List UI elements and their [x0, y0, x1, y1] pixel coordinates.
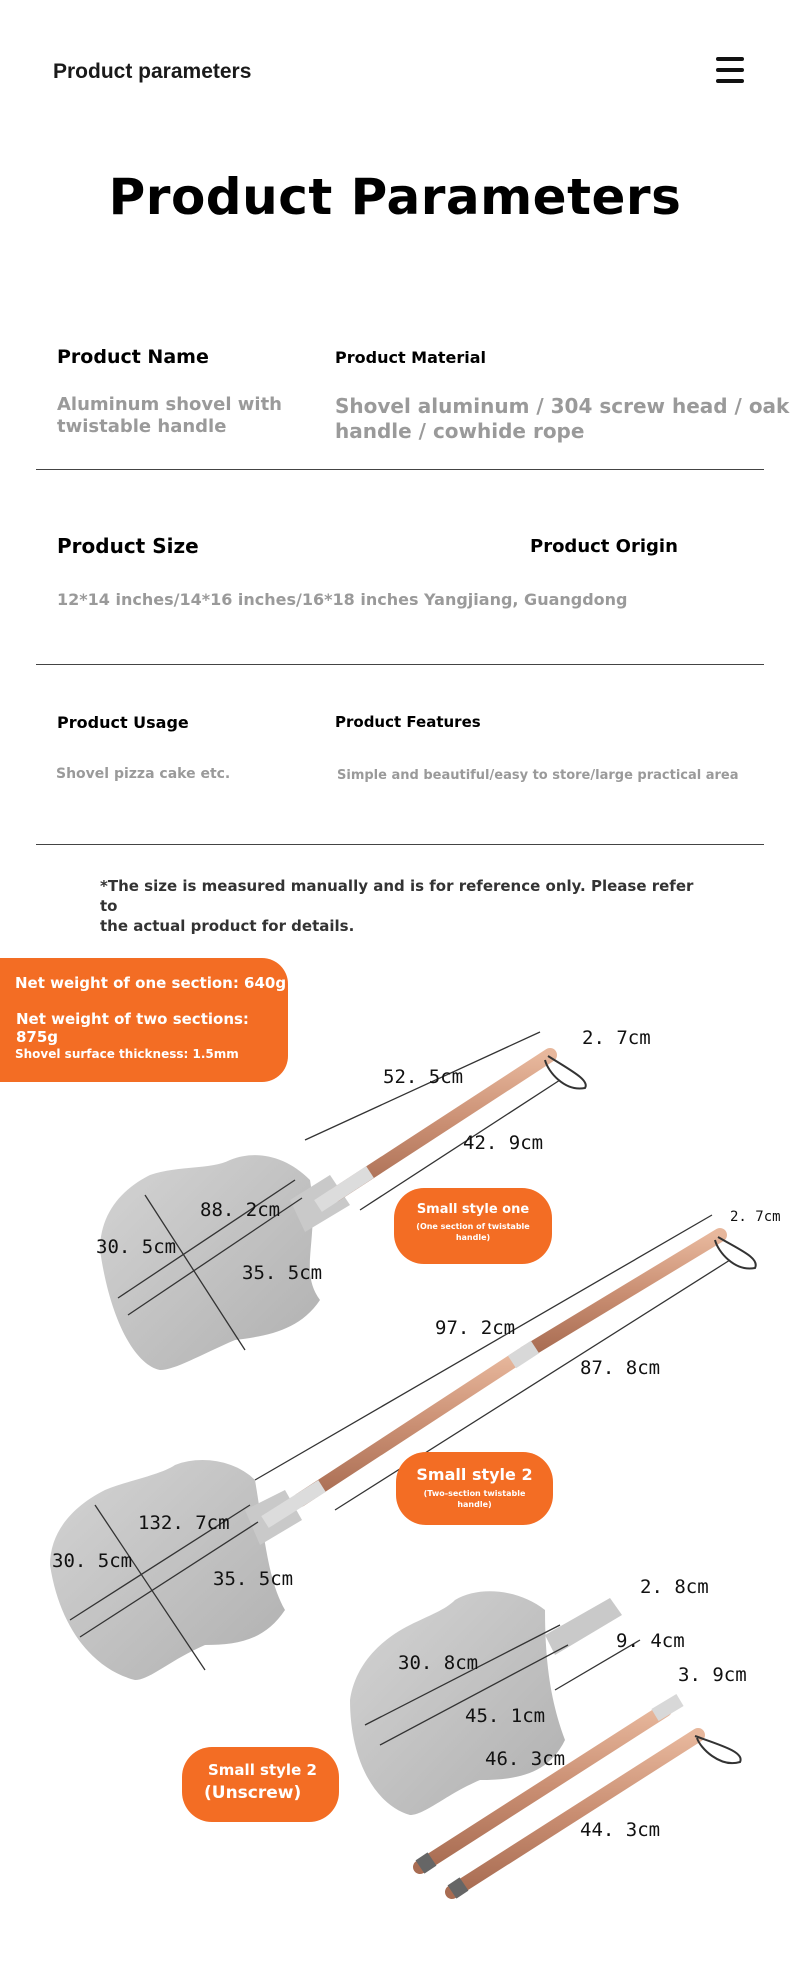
net-weight-one-section: Net weight of one section: 640g: [15, 974, 287, 992]
dimension-label: 3. 9cm: [678, 1664, 747, 1686]
dimension-label: 9. 4cm: [616, 1630, 685, 1652]
style-one-badge: Small style one (One section of twistable handle): [394, 1188, 552, 1264]
dimension-label: 30. 5cm: [52, 1550, 133, 1572]
product-features-value: Simple and beautiful/easy to store/large practical area: [337, 768, 739, 783]
product-material-value: Shovel aluminum / 304 screw head / oak handle / cowhide rope: [335, 394, 790, 443]
dimension-label: 52. 5cm: [383, 1066, 464, 1088]
dimension-label: 97. 2cm: [435, 1317, 516, 1339]
dimension-label: 132. 7cm: [138, 1512, 230, 1534]
product-origin-label: Product Origin: [530, 536, 678, 557]
shovel-thickness: Shovel surface thickness: 1.5mm: [15, 1047, 239, 1061]
product-size-label: Product Size: [57, 534, 199, 558]
product-name-value: Aluminum shovel with twistable handle: [57, 394, 282, 437]
dimension-label: 30. 8cm: [398, 1652, 479, 1674]
product-usage-label: Product Usage: [57, 713, 189, 732]
measurement-note: *The size is measured manually and is for reference only. Please refer to the actual product for details.: [100, 877, 694, 935]
dimension-label: 88. 2cm: [200, 1199, 281, 1221]
dimension-label: 35. 5cm: [213, 1568, 294, 1590]
dimension-label: 42. 9cm: [463, 1132, 544, 1154]
dimension-label: 2. 8cm: [640, 1576, 709, 1598]
dimension-label: 2. 7cm: [582, 1027, 651, 1049]
dimension-label: 46. 3cm: [485, 1748, 566, 1770]
product-name-label: Product Name: [57, 346, 209, 368]
style-two-badge: Small style 2 (Two-section twistable handle): [396, 1452, 553, 1525]
dimension-label: 44. 3cm: [580, 1819, 661, 1841]
product-usage-value: Shovel pizza cake etc.: [56, 766, 231, 782]
style-two-unscrew-badge: Small style 2 (Unscrew): [182, 1747, 339, 1822]
product-size-origin-value: 12*14 inches/14*16 inches/16*18 inches Yangjiang, Guangdong: [57, 590, 628, 609]
page-header-title: Product parameters: [53, 60, 252, 83]
product-material-label: Product Material: [335, 348, 487, 367]
product-features-label: Product Features: [335, 713, 481, 731]
weight-info-box: [0, 958, 288, 1082]
dimension-label: 2. 7cm: [730, 1209, 781, 1225]
page-title: Product Parameters: [108, 168, 682, 226]
dimension-label: 87. 8cm: [580, 1357, 661, 1379]
net-weight-two-sections: Net weight of two sections: 875g: [16, 1010, 249, 1046]
dimension-label: 35. 5cm: [242, 1262, 323, 1284]
dimension-label: 45. 1cm: [465, 1705, 546, 1727]
dimension-label: 30. 5cm: [96, 1236, 177, 1258]
